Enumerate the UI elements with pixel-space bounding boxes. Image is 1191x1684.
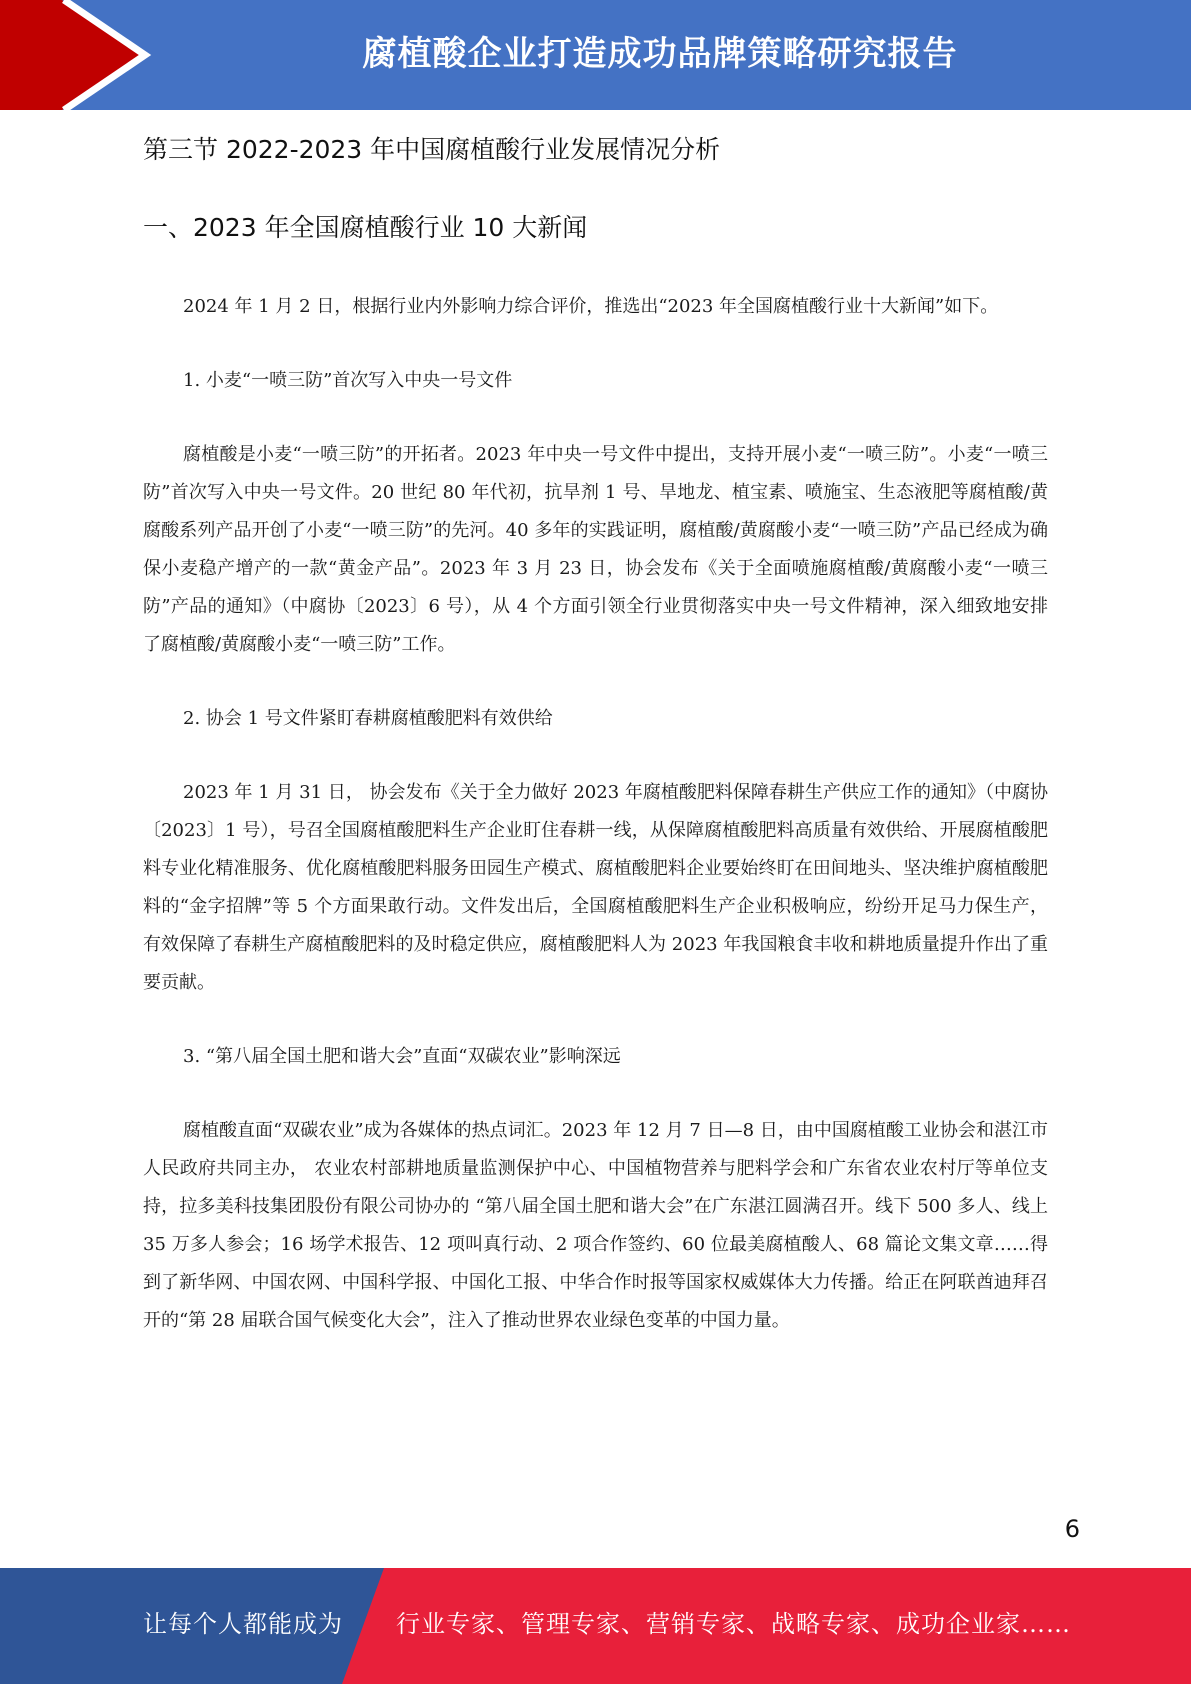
subsection-title: 一、2023 年全国腐植酸行业 10 大新闻 <box>143 213 588 242</box>
document-title: 腐植酸企业打造成功品牌策略研究报告 <box>362 34 958 74</box>
news-heading: 2. 协会 1 号文件紧盯春耕腐植酸肥料有效供给 <box>183 708 553 729</box>
page-footer <box>0 1568 1191 1684</box>
page-header <box>0 0 1191 110</box>
page-number: 6 <box>1064 1515 1080 1543</box>
news-body: 2023 年 1 月 31 日， 协会发布《关于全力做好 2023 年腐植酸肥料保障春耕生产供应工作的通知》（中腐协〔2023〕1 号），号召全国腐植酸肥料生产企业盯住春耕一线，从保障腐植酸肥料高质量有效供给、开展腐植酸肥料专业化精准服务、优化腐植酸肥料服务田园生产模式、腐植酸肥料企业要始终盯在田间地头、坚决维护腐植酸肥料的“金字招牌”等 5 个方面果敢行动。文件发出后，全国腐植酸肥料生产企业积极响应，纷纷开足马力保生产，有效保障了春耕生产腐植酸肥料的及时稳定供应，腐植酸肥料人为 2023 年我国粮食丰收和耕地质量提升作出了重要贡献。 <box>143 782 1048 993</box>
intro-paragraph: 2024 年 1 月 2 日，根据行业内外影响力综合评价，推选出“2023 年全国腐植酸行业十大新闻”如下。 <box>183 296 999 317</box>
news-body: 腐植酸直面“双碳农业”成为各媒体的热点词汇。2023 年 12 月 7 日—8 日，由中国腐植酸工业协会和湛江市人民政府共同主办， 农业农村部耕地质量监测保护中心、中国植物营养与肥料学会和广东省农业农村厅等单位支持，拉多美科技集团股份有限公司协办的 “第八届全国土肥和谐大会”在广东湛江圆满召开。线下 500 多人、线上 35 万多人参会；16 场学术报告、12 项叫真行动、2 项合作签约、60 位最美腐植酸人、68 篇论文集文章……得到了新华网、中国农网、中国科学报、中国化工报、中华合作时报等国家权威媒体大力传播。给正在阿联酋迪拜召开的“第 28 届联合国气候变化大会”，注入了推动世界农业绿色变革的中国力量。 <box>143 1120 1048 1331</box>
news-item-1 <box>143 362 1048 664</box>
footer-slogan-left: 让每个人都能成为 <box>143 1610 343 1638</box>
section-title: 第三节 2022-2023 年中国腐植酸行业发展情况分析 <box>143 135 721 164</box>
news-item-2 <box>143 700 1048 1002</box>
news-item-3 <box>143 1038 1048 1340</box>
news-heading: 1. 小麦“一喷三防”首次写入中央一号文件 <box>183 370 513 391</box>
news-heading: 3. “第八届全国土肥和谐大会”直面“双碳农业”影响深远 <box>183 1046 621 1067</box>
footer-slogan-right: 行业专家、管理专家、营销专家、战略专家、成功企业家…… <box>396 1610 1071 1638</box>
news-body: 腐植酸是小麦“一喷三防”的开拓者。2023 年中央一号文件中提出，支持开展小麦“一喷三防”。小麦“一喷三防”首次写入中央一号文件。20 世纪 80 年代初，抗旱剂 1 号、旱地龙、植宝素、喷施宝、生态液肥等腐植酸/黄腐酸系列产品开创了小麦“一喷三防”的先河。40 多年的实践证明，腐植酸/黄腐酸小麦“一喷三防”产品已经成为确保小麦稳产增产的一款“黄金产品”。2023 年 3 月 23 日，协会发布《关于全面喷施腐植酸/黄腐酸小麦“一喷三防”产品的通知》（中腐协〔2023〕6 号），从 4 个方面引领全行业贯彻落实中央一号文件精神，深入细致地安排了腐植酸/黄腐酸小麦“一喷三防”工作。 <box>143 444 1048 655</box>
main-content <box>143 128 1048 1340</box>
